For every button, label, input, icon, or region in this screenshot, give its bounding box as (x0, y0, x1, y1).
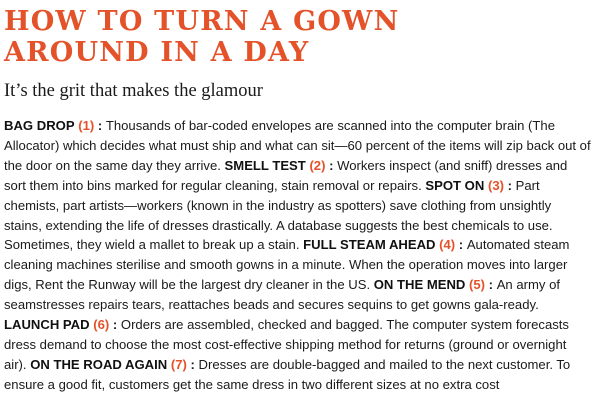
step-number: (2) (309, 157, 326, 173)
step-number: (3) (487, 177, 504, 193)
article-body (4, 116, 592, 395)
step-text: Automated steam cleaning machines sterilise and smooth gowns in a minute. When the operation moves into larger digs, Rent the Runway will be the largest dry cleaner in the US. (4, 237, 570, 293)
step-heading: ON THE MEND (373, 277, 466, 293)
step-number: (5) (469, 277, 486, 293)
step-text: Thousands of bar-coded envelopes are scanned into the computer brain (The Allocator) which decides what must ship and what can sit—60 percent of the items will zip back out of the door on the same day they arrive. (4, 118, 591, 173)
step-2: SMELL TEST (2) : Workers inspect (and sniff) dresses and sort them into bins marked for regular cleaning, stain removal or repairs. (4, 157, 568, 193)
step-5: ON THE MEND (5) : An army of seamstresses repairs tears, reattaches beads and secures sequins to get gowns gala-ready. (4, 277, 560, 313)
step-heading: FULL STEAM AHEAD (303, 237, 436, 253)
article-subtitle: It’s the grit that makes the glamour (4, 81, 263, 101)
article-title (4, 6, 592, 68)
title-line-1: HOW TO TURN A GOWN (4, 6, 400, 37)
step-text: Part chemists, part artists—workers (known in the industry as spotters) save clothing from unsightly stains, extending the life of dresses drastically. A database suggests the best chemicals to use. Sometimes, they wield a mallet to break up a stain. (4, 177, 553, 253)
step-text: Workers inspect (and sniff) dresses and sort them into bins marked for regular cleaning, stain removal or repairs. (4, 157, 568, 193)
step-heading: ON THE ROAD AGAIN (30, 356, 168, 372)
step-text: Dresses are double-bagged and mailed to the next customer. To ensure a good fit, customers get the same dress in two different sizes at no extra cost (4, 356, 571, 392)
step-heading: SPOT ON (425, 177, 485, 193)
step-number: (4) (439, 237, 456, 253)
step-number: (6) (93, 317, 110, 333)
step-text: Orders are assembled, checked and bagged. The computer system forecasts dress demand to choose the most cost-effective shipping method for returns (ground or overnight air). (4, 317, 569, 372)
step-heading: SMELL TEST (224, 157, 306, 173)
step-text: An army of seamstresses repairs tears, reattaches beads and secures sequins to get gowns gala-ready. (4, 277, 560, 313)
step-4: FULL STEAM AHEAD (4) : Automated steam cleaning machines sterilise and smooth gowns in a minute. When the operation moves into larger digs, Rent the Runway will be the largest dry cleaner in the US. (4, 237, 570, 293)
step-7: ON THE ROAD AGAIN (7) : Dresses are double-bagged and mailed to the next customer. To ensure a good fit, customers get the same dress in two different sizes at no extra cost (4, 356, 571, 392)
step-heading: BAG DROP (4, 118, 75, 133)
step-number: (7) (170, 356, 187, 372)
title-line-2: AROUND IN A DAY (4, 37, 310, 68)
step-3: SPOT ON (3) : Part chemists, part artists—workers (known in the industry as spotters) save clothing from unsightly stains, extending the life of dresses drastically. A database suggests the best chemicals to use. Sometimes, they wield a mallet to break up a stain. (4, 177, 553, 253)
step-heading: LAUNCH PAD (4, 317, 90, 333)
step-number: (1) (78, 118, 95, 133)
step-1: BAG DROP (1) : Thousands of bar-coded envelopes are scanned into the computer brain (The Allocator) which decides what must ship and what can sit—60 percent of the items will zip back out of the door on the same day they arrive. (4, 118, 591, 173)
step-6: LAUNCH PAD (6) : Orders are assembled, checked and bagged. The computer system forecasts dress demand to choose the most cost-effective shipping method for returns (ground or overnight air). (4, 317, 569, 372)
